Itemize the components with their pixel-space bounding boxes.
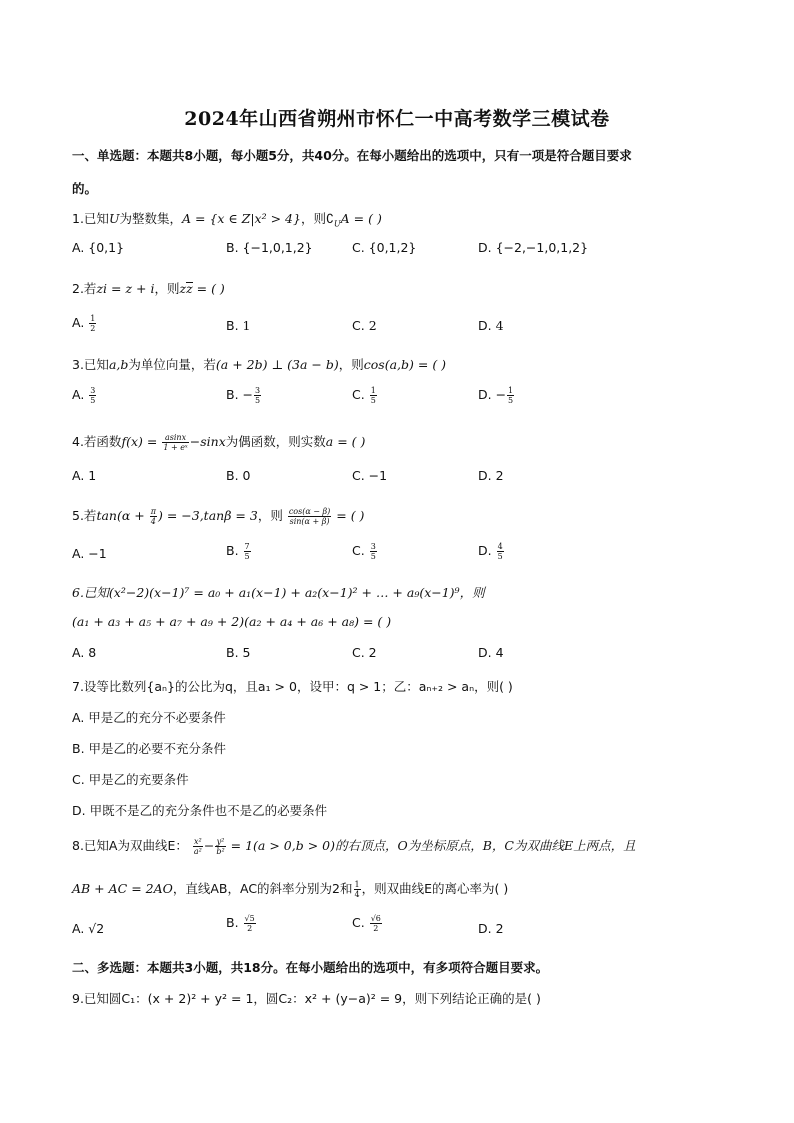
q1-option-d: D. {−2,−1,0,1,2} — [478, 240, 589, 255]
q5-option-d: D. $\frac{4}{5}$ — [478, 542, 503, 561]
q4-option-a: A. 1 — [72, 468, 97, 483]
question-4: 4.若函数f(x) = $\frac{asinx}{\text{1 + eˣ}}$ −sinx为偶函数，则实数a = ( ) — [72, 433, 366, 452]
question-1: 1.已知U为整数集，A = {x ∈ Z|x² > 4}，则$∁_UA$ = ( ) — [72, 211, 382, 229]
section-1-heading-tail: 的。 — [72, 181, 98, 196]
question-6-line-2: (a₁ + a₃ + a₅ + a₇ + a₉ + 2)(a₂ + a₄ + a₆ + a₈) = ( ) — [72, 614, 392, 629]
q8-option-b: B. $\frac{√5}{2}$ — [226, 914, 255, 933]
q7-option-b: B. 甲是乙的必要不充分条件 — [72, 741, 227, 756]
q1-option-b: B. {−1,0,1,2} — [226, 240, 313, 255]
q4-option-c: C. −1 — [352, 468, 388, 483]
q1-option-c: C. {0,1,2} — [352, 240, 417, 255]
q5-option-a: A. −1 — [72, 546, 107, 561]
section-1-heading: 一、单选题：本题共8小题，每小题5分，共40分。在每小题给出的选项中，只有一项是符合题目要求 — [72, 148, 632, 163]
question-8-line-2: AB + AC = 2AO，直线AB，AC的斜率分别为2和 $\frac{1}{4}$ ，则双曲线E的离心率为( ) — [72, 880, 509, 899]
q6-option-a: A. 8 — [72, 645, 97, 660]
q8-option-d: D. 2 — [478, 921, 504, 936]
q8-option-c: C. $\frac{√6}{2}$ — [352, 914, 381, 933]
q3-option-c: C. $\frac{1}{5}$ — [352, 386, 376, 405]
q8-option-a: A. √2 — [72, 921, 105, 936]
question-9: 9.已知圆C₁：(x + 2)² + y² = 1，圆C₂：x² + (y−a)² = 9，则下列结论正确的是( ) — [72, 991, 541, 1006]
q3-option-b: B. − $\frac{3}{5}$ — [226, 386, 261, 405]
q1-option-a: A. {0,1} — [72, 240, 125, 255]
q3-option-a: A. $\frac{3}{5}$ — [72, 386, 96, 405]
q4-option-b: B. 0 — [226, 468, 251, 483]
q6-option-d: D. 4 — [478, 645, 504, 660]
q5-option-b: B. $\frac{7}{5}$ — [226, 542, 250, 561]
question-5: 5.若tan(α + $\frac{\pi}{4}$ ) = −3,tanβ = 3，则 $\frac{\cos(\alpha - \beta)}{\sin(\alpha + \beta)}$ = ( ) — [72, 507, 365, 526]
q2-option-c: C. 2 — [352, 318, 377, 333]
q6-option-c: C. 2 — [352, 645, 377, 660]
question-3: 3.已知a,b为单位向量，若(a + 2b) ⊥ (3a − b)，则cos(a,b) = ( ) — [72, 357, 447, 372]
q2-option-b: B. 1 — [226, 318, 251, 333]
question-7: 7.设等比数列{aₙ}的公比为q，且a₁ > 0，设甲：q > 1；乙：aₙ₊₂ > aₙ，则( ) — [72, 679, 513, 694]
question-8-line-1: 8.已知A为双曲线E： $\frac{\text{x²}}{\text{a²}}$ − $\frac{\text{y²}}{\text{b²}}$ = 1(a > 0,b > 0)的右顶点，O为坐标原点，B，C为双曲线E上两点，且 — [72, 837, 636, 856]
q4-option-d: D. 2 — [478, 468, 504, 483]
q2-option-d: D. 4 — [478, 318, 504, 333]
q7-option-d: D. 甲既不是乙的充分条件也不是乙的必要条件 — [72, 803, 328, 818]
q2-option-a: A. $\frac{1}{2}$ — [72, 314, 96, 333]
question-2: 2.若zi = z + i，则zz = ( ) — [72, 281, 225, 296]
q3-option-d: D. − $\frac{1}{5}$ — [478, 386, 514, 405]
question-6-line-1: 6.已知(x²−2)(x−1)⁷ = a₀ + a₁(x−1) + a₂(x−1)² + … + a₉(x−1)⁹，则 — [72, 585, 485, 600]
q6-option-b: B. 5 — [226, 645, 251, 660]
q5-option-c: C. $\frac{3}{5}$ — [352, 542, 376, 561]
q7-option-c: C. 甲是乙的充要条件 — [72, 772, 189, 787]
q7-option-a: A. 甲是乙的充分不必要条件 — [72, 710, 226, 725]
section-2-heading: 二、多选题：本题共3小题，共18分。在每小题给出的选项中，有多项符合题目要求。 — [72, 960, 549, 975]
page-title: 2024年山西省朔州市怀仁一中高考数学三模试卷 — [184, 108, 610, 130]
